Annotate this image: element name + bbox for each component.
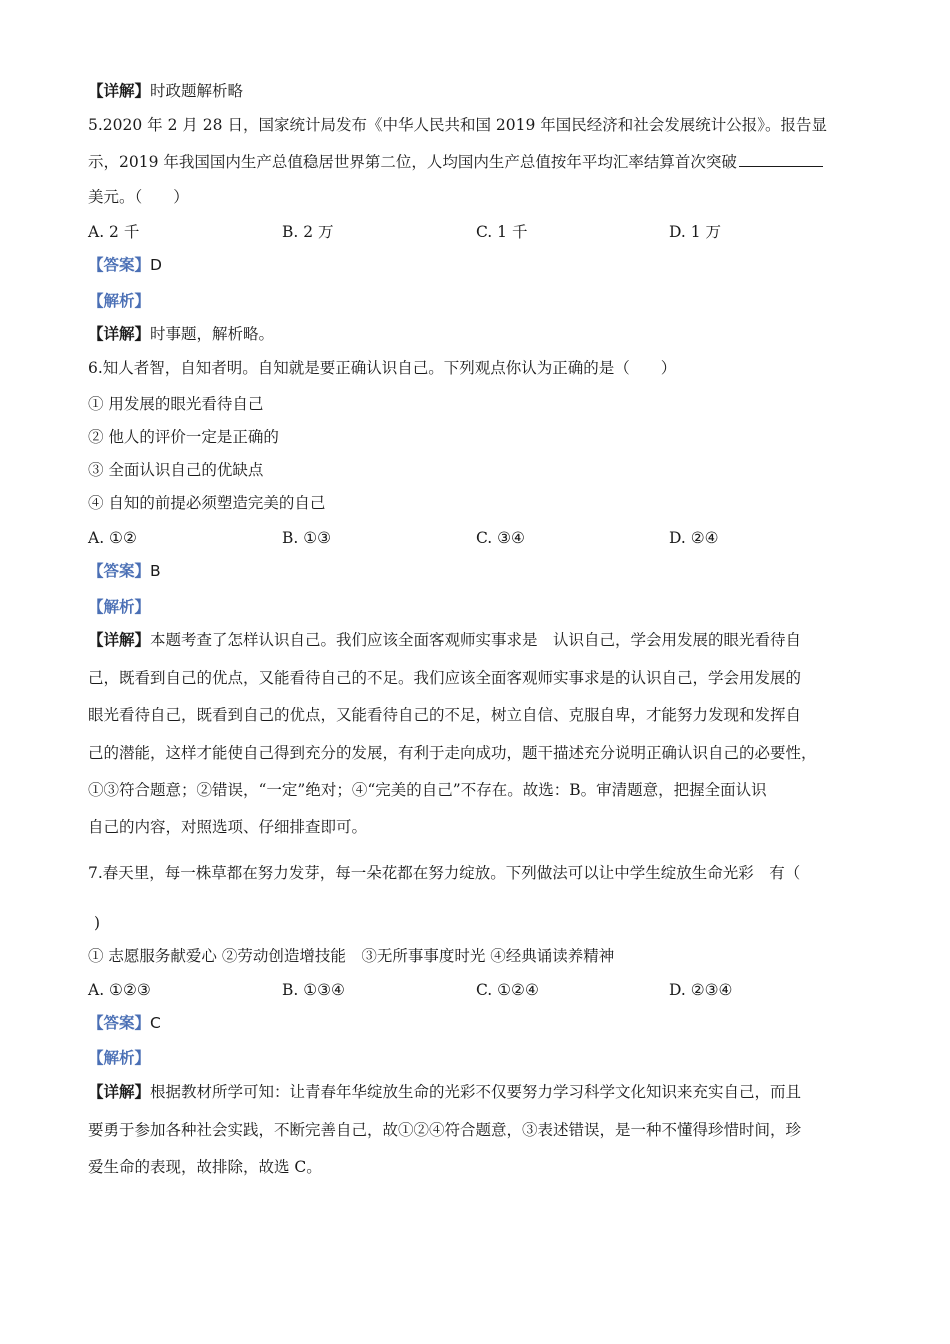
q6-option-b: B. ①③ [282,529,332,547]
q6-statement-2: ② 他人的评价一定是正确的 [88,428,279,446]
q7-stem-end: ) [94,914,101,932]
answer-tag: 【答案】 [88,1013,151,1032]
q4-detail [88,80,862,102]
q5-option-c: C. 1 千 [476,223,528,241]
q6-statement-3: ③ 全面认识自己的优缺点 [88,461,264,479]
q5-stem-line2-text: 示，2019 年我国国内生产总值稳居世界第二位，人均国内生产总值按年平均汇率结算首次突破 [88,153,737,171]
q5-stem-line1: 5.2020 年 2 月 28 日，国家统计局发布《中华人民共和国 2019 年国民经济和社会发展统计公报》。报告显 [88,116,828,134]
q6-option-a: A. ①② [88,529,137,547]
q6-detail-line5: ①③符合题意；②错误，“一定”绝对；④“完美的自己”不存在。故选：B。审清题意，把握全面认识 [88,781,767,799]
q7-detail-line2: 要勇于参加各种社会实践，不断完善自己，故①②④符合题意，③表述错误，是一种不懂得珍惜时间，珍 [88,1121,802,1139]
q5-stem-line3: 美元。（ ） [88,188,189,206]
q6-answer [88,560,862,582]
q5-analysis [88,290,862,312]
answer-tag: 【答案】 [88,561,151,580]
detail-tag: 【详解】 [88,1082,151,1101]
q6-detail-line2: 己，既看到自己的优点，又能看待自己的不足。我们应该全面客观师实事求是的认识自己，学会用发展的 [88,669,802,687]
detail-text: 根据教材所学可知：让青春年华绽放生命的光彩不仅要努力学习科学文化知识来充实自己，而且 [150,1083,802,1101]
analysis-tag: 【解析】 [88,291,151,310]
q7-option-b: B. ①③④ [282,981,345,999]
q6-option-d: D. ②④ [669,529,719,547]
q7-detail-line1 [88,1081,862,1103]
detail-text: 时事题，解析略。 [150,325,275,343]
q6-detail-line1 [88,629,862,651]
q6-stem: 6.知人者智，自知者明。自知就是要正确认识自己。下列观点你认为正确的是（ ） [88,359,677,377]
answer-tag: 【答案】 [88,255,151,274]
q6-analysis [88,596,862,618]
q7-option-a: A. ①②③ [88,981,151,999]
q7-statements: ① 志愿服务献爱心 ②劳动创造增技能 ③无所事事度时光 ④经典诵读养精神 [88,947,615,965]
q6-detail-line3: 眼光看待自己，既看到自己的优点，又能看待自己的不足，树立自信、克服自卑，才能努力发现和发挥自 [88,706,802,724]
q6-statement-1: ① 用发展的眼光看待自己 [88,395,264,413]
detail-text: 本题考查了怎样认识自己。我们应该全面客观师实事求是 认识自己，学会用发展的眼光看待自 [150,631,802,649]
q6-detail-line4: 己的潜能，这样才能使自己得到充分的发展，有利于走向成功，题干描述充分说明正确认识自己的必要性， [88,744,817,762]
answer-blank [739,150,823,167]
detail-tag: 【详解】 [88,630,151,649]
detail-tag: 【详解】 [88,324,151,343]
q7-answer [88,1012,862,1034]
q5-answer [88,254,862,276]
q5-option-d: D. 1 万 [669,223,722,241]
q5-option-a: A. 2 千 [88,223,140,241]
q5-stem-line2 [88,150,862,173]
q7-option-d: D. ②③④ [669,981,733,999]
q7-detail-line3: 爱生命的表现，故排除，故选 C。 [88,1158,322,1176]
q6-option-c: C. ③④ [476,529,525,547]
answer-value: B [150,562,161,580]
q7-stem: 7.春天里，每一株草都在努力发芽，每一朵花都在努力绽放。下列做法可以让中学生绽放生命光彩 有（ [88,864,801,882]
answer-value: D [150,256,162,274]
q6-statement-4: ④ 自知的前提必须塑造完美的自己 [88,494,326,512]
q7-option-c: C. ①②④ [476,981,539,999]
detail-tag: 【详解】 [88,81,151,100]
q6-detail-line6: 自己的内容，对照选项、仔细排查即可。 [88,818,368,836]
analysis-tag: 【解析】 [88,597,151,616]
q5-option-b: B. 2 万 [282,223,334,241]
analysis-tag: 【解析】 [88,1048,151,1067]
q7-analysis [88,1047,862,1069]
detail-text: 时政题解析略 [150,82,244,100]
q5-detail [88,323,862,345]
answer-value: C [150,1014,161,1032]
